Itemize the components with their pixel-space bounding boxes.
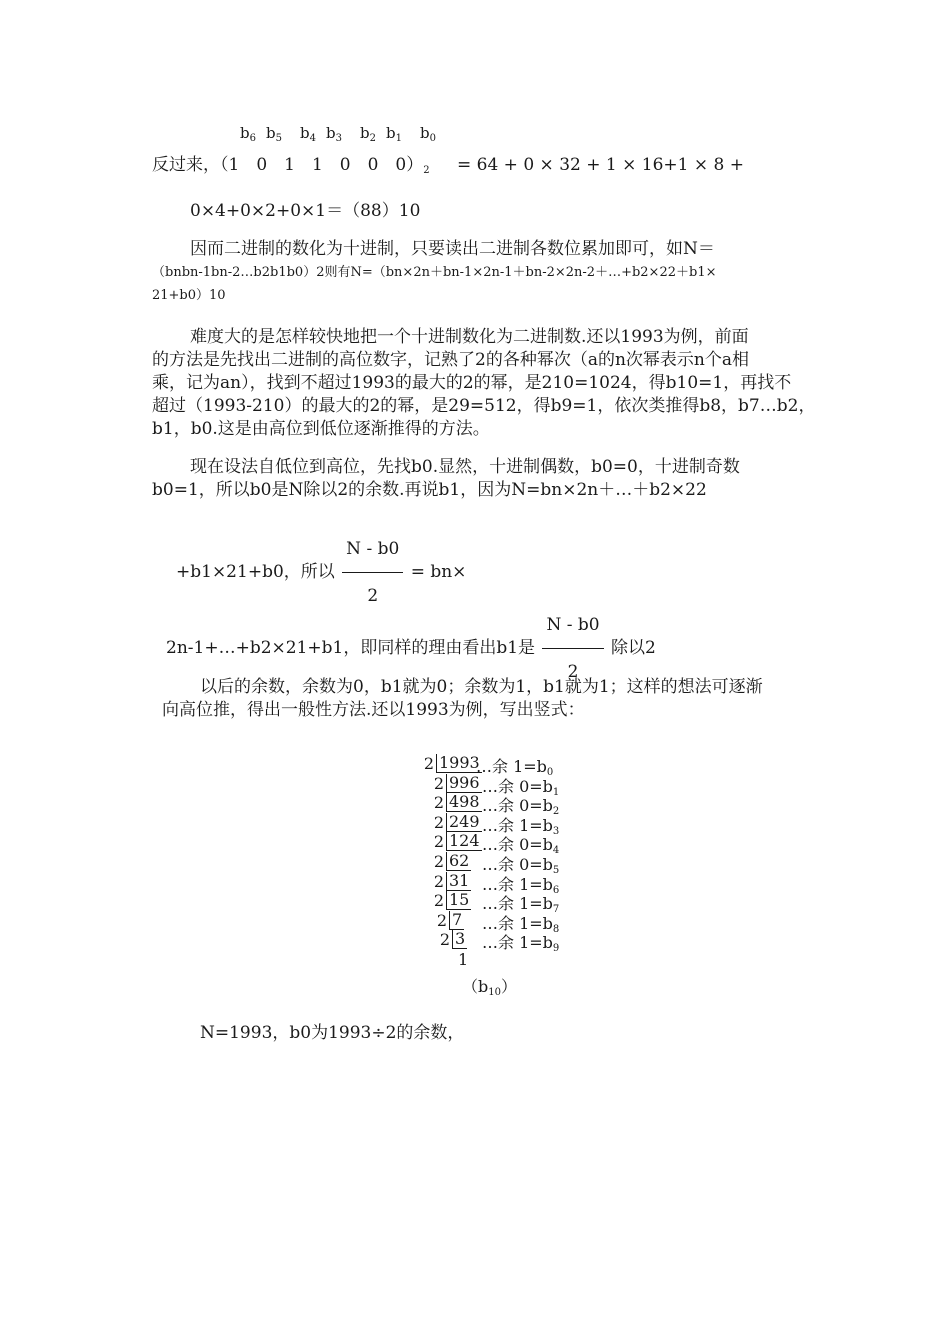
division-divisor: 2 [433,773,444,793]
remainder-bit-index: 8 [552,923,560,935]
bit-label: $b_4$ [300,124,316,144]
division-quotient: 62 [446,852,471,871]
remainder-bit-index: 3 [552,825,560,837]
division-quotient: 31 [446,872,471,891]
division-remainder: …余 $0=b_1$ [482,776,560,798]
remainder-bit-index: 1 [552,786,560,798]
division-final-label: $(b_{10})$ [462,977,517,998]
remainder-bit-index: 2 [552,806,560,818]
remainder-bit-index: 0 [546,767,554,778]
paragraph-line: 21+b0）10 [152,288,226,303]
paragraph-high-to-low [152,326,815,441]
division-remainder: …余 $1=b_8$ [482,913,560,935]
paragraph-line: 现在设法自低位到高位，先找b0.显然，十进制偶数，b0=0，十进制奇数 [190,457,740,477]
formula2-prefix: 2n-1+…+b2×21+b1，即同样的理由看出b1是 [166,638,536,658]
division-remainder: …余 $1=b_0$ [476,757,554,778]
fraction-numerator: N - b0 [542,603,603,649]
division-quotient: 249 [446,813,482,832]
division-row [420,753,620,778]
closing-text: N=1993，b0为1993÷2的余数， [200,1023,465,1043]
division-row [420,870,620,896]
remainder-bit-index: 9 [552,943,560,955]
bit-index: 4 [309,133,316,144]
fraction-denominator: 2 [567,662,579,682]
paragraph-line: 的方法是先找出二进制的高位数字，记熟了2的各种幂次（a的n次幂表示n个a相 [152,350,749,370]
expansion-continuation-text: 0×4+0×2+0×1＝（88）10 [190,201,421,221]
division-row [420,772,620,798]
bit-label: $b_1$ [386,124,402,144]
final-bit-index: 10 [488,987,501,998]
division-row [420,929,620,955]
paragraph-line: 难度大的是怎样较快地把一个十进制数化为二进制数.还以1993为例，前面 [190,327,749,347]
paragraph-line: （bnbn-1bn-2…b2b1b0）2则有N=（bn×2n＋bn-1×2n-1＋bn-2×2n-2＋…+b2×22＋b1× [152,265,717,280]
paragraph-binary-to-decimal [152,238,716,307]
paragraph-general-method [162,676,763,722]
bit-label: $b_6$ [240,124,256,144]
division-remainder: …余 $1=b_3$ [482,815,560,837]
bit-label: $b_0$ [420,124,436,144]
division-row [420,890,620,916]
reverse-conversion-prefix: 反过来，（1 0 1 1 0 0 0） [152,155,424,175]
bit-index: 3 [335,133,342,144]
division-divisor: 2 [439,930,450,950]
reverse-conversion-expansion: = 64 + 0 × 32 + 1 × 16+1 × 8 + [457,155,744,175]
division-row [420,851,620,876]
division-remainder: …余 $0=b_5$ [482,855,560,876]
paragraph-line: 因而二进制的数化为十进制，只要读出二进制各数位累加即可，如N＝ [190,239,715,259]
division-quotient: 1993 [436,754,482,773]
bit-label: $b_3$ [326,124,342,144]
division-divisor: 2 [433,832,444,852]
division-remainder: …余 $1=b_6$ [482,874,560,896]
division-quotient: 996 [446,774,482,793]
paragraph-line: 以后的余数，余数为0，b1就为0；余数为1，b1就为1；这样的想法可逐渐 [200,677,763,697]
bit-label: $b_2$ [360,124,376,144]
paragraph-line: b0=1，所以b0是N除以2的余数.再说b1，因为N=bn×2n＋…＋b2×22 [152,480,707,500]
long-division-diagram [420,753,620,998]
remainder-bit-index: 6 [552,884,560,896]
division-remainder: …余 $1=b_7$ [482,894,560,916]
division-remainder: …余 $1=b_9$ [482,933,560,955]
division-remainder: …余 $0=b_2$ [482,796,560,818]
bit-index: 2 [369,133,376,144]
division-quotient: 3 [452,930,467,949]
bit-index: 5 [275,133,282,144]
division-remainder: …余 $0=b_4$ [482,835,560,857]
division-final-quotient: 1 [458,950,469,969]
division-quotient: 15 [446,891,471,910]
fraction-numerator: N - b0 [342,527,403,573]
remainder-bit-index: 7 [552,904,560,916]
division-divisor: 2 [433,793,444,813]
formula1-suffix: = bn× [410,562,467,582]
division-divisor: 2 [433,852,444,871]
paragraph-line: 向高位推，得出一般性方法.还以1993为例，写出竖式： [162,700,585,720]
fraction-denominator: 2 [367,586,379,606]
division-divisor: 2 [436,910,447,930]
division-divisor: 2 [423,754,434,773]
base-subscript: 2 [423,165,430,176]
bit-index: 0 [429,133,436,144]
remainder-bit-index: 5 [552,865,560,876]
division-divisor: 2 [433,871,444,891]
reverse-conversion-line [152,150,744,176]
formula1-prefix: +b1×21+b0，所以 [176,562,335,582]
paragraph-low-to-high [152,456,740,502]
division-row [420,792,620,818]
division-row [420,811,620,837]
paragraph-line: b1，b0.这是由高位到低位逐渐推得的方法。 [152,419,490,439]
expansion-continuation-line [190,196,420,221]
bit-index: 1 [395,133,402,144]
remainder-bit-index: 4 [552,845,560,857]
bit-label: $b_5$ [266,124,282,144]
division-quotient: 498 [446,793,482,812]
division-quotient: 124 [446,832,482,851]
division-row [420,909,620,935]
division-quotient: 7 [449,911,464,930]
paragraph-line: 乘，记为an），找到不超过1993的最大的2的幂，是210=1024，得b10=1，再找不 [152,373,792,393]
closing-line [200,1018,464,1043]
paragraph-line: 超过（1993-210）的最大的2的幂，是29=512，得b9=1，依次类推得b8，b7…b2， [152,396,816,416]
division-divisor: 2 [433,812,444,832]
formula2-suffix: 除以2 [610,638,656,658]
division-divisor: 2 [433,891,444,911]
bit-index: 6 [249,133,256,144]
division-row [420,831,620,857]
